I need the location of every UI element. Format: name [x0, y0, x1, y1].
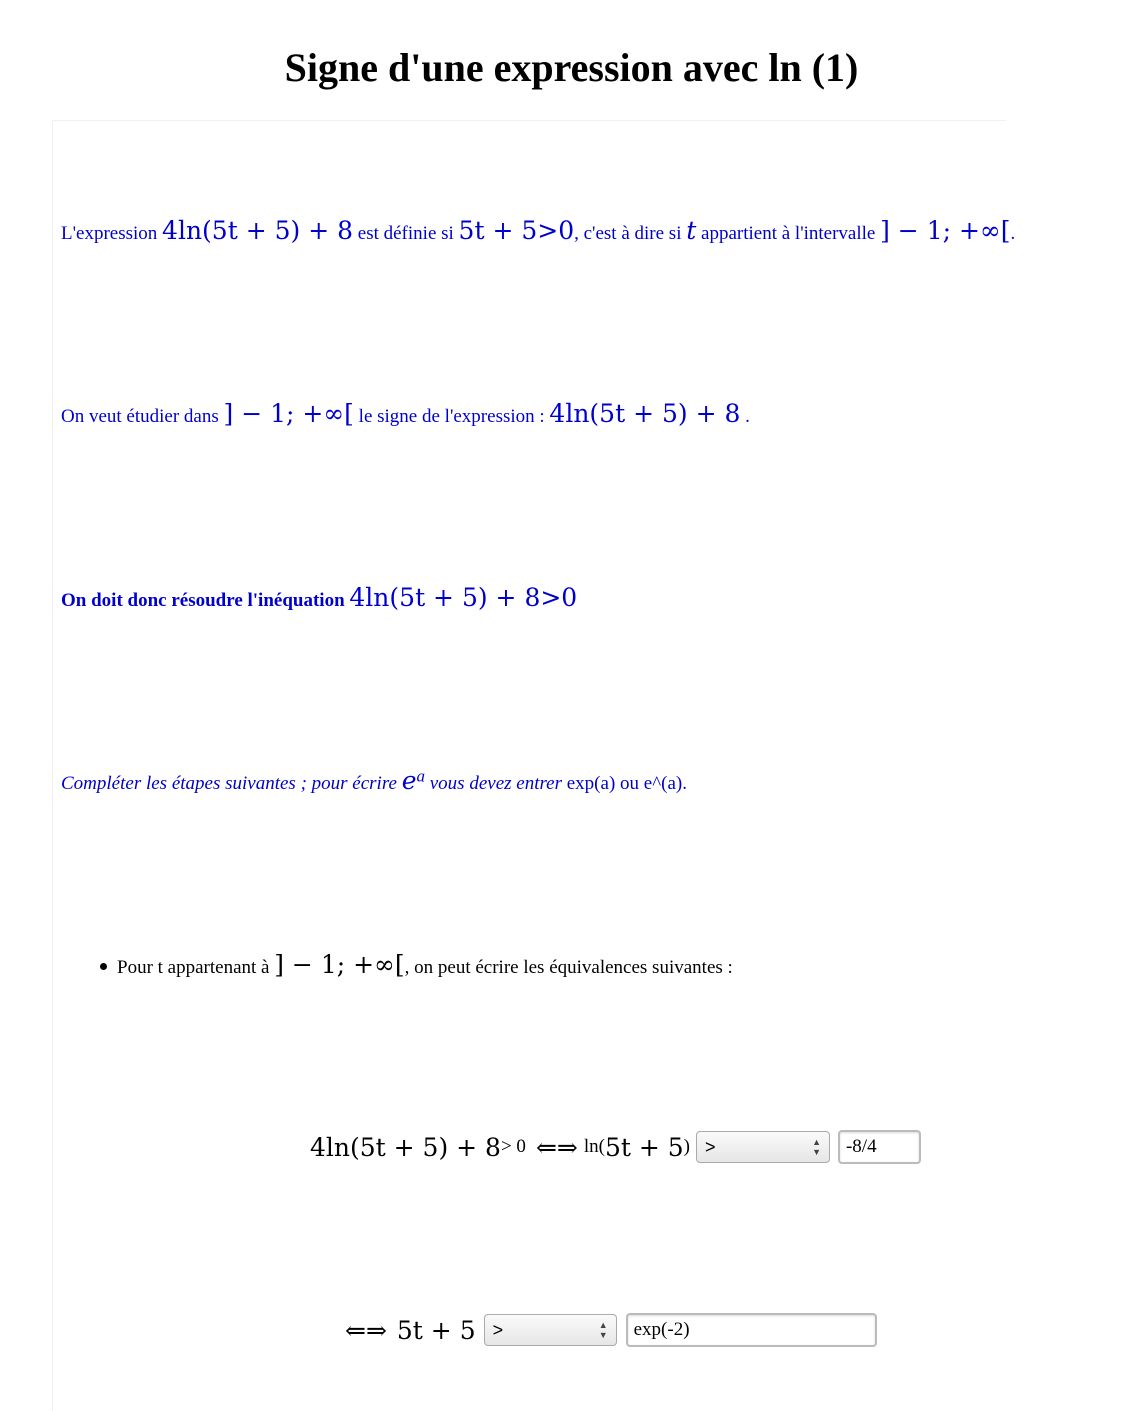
text: . — [740, 406, 750, 427]
text: On veut étudier dans — [61, 406, 224, 427]
text: . — [1010, 223, 1016, 244]
text: , c'est à dire si — [574, 223, 687, 244]
text: , on peut écrire les équivalences suivantes : — [404, 957, 733, 978]
math-argument: 5t + 5 — [604, 1132, 684, 1162]
paragraph-sign-study — [61, 399, 750, 428]
select-value: > — [492, 1319, 504, 1340]
math-variable: t — [686, 216, 697, 245]
bullet-dot-icon — [100, 963, 107, 970]
math-inequation: 4ln(5t + 5) + 8>0 — [349, 583, 578, 612]
paragraph-inequation — [61, 583, 577, 612]
text: le signe de l'expression : — [353, 406, 550, 427]
ln-open-text: ln( — [583, 1136, 605, 1157]
text: On doit donc résoudre l'inéquation — [61, 590, 350, 611]
relation-select-2[interactable] — [484, 1314, 617, 1346]
select-value: > — [704, 1136, 716, 1157]
bullet-item — [100, 950, 733, 979]
math-exp-power: a — [416, 766, 425, 786]
equivalence-row-2 — [345, 1313, 877, 1347]
equivalence-row-1 — [310, 1130, 921, 1164]
text: est définie si — [353, 223, 459, 244]
text: Pour t appartenant à — [117, 957, 275, 978]
answer-input-2[interactable]: exp(-2) — [626, 1313, 877, 1347]
text: exp(a) ou e^(a). — [566, 773, 687, 794]
math-expression: 5t + 5 — [396, 1315, 476, 1345]
math-interval: ] − 1; +∞[ — [274, 950, 405, 979]
relation-text: > 0 — [500, 1136, 526, 1157]
answer-input-1[interactable]: -8/4 — [838, 1130, 921, 1164]
equivalence-symbol: ⇐⇒ — [535, 1132, 578, 1162]
math-expression: 4ln(5t + 5) + 8 — [310, 1132, 501, 1162]
math-expression: 4ln(5t + 5) + 8 — [162, 216, 354, 245]
equivalence-symbol: ⇐⇒ — [345, 1315, 387, 1345]
select-arrows-icon: ▲ ▼ — [812, 1137, 821, 1157]
paragraph-definition — [61, 216, 1015, 245]
text: Compléter les étapes suivantes ; pour écrire — [61, 773, 402, 794]
math-expression: 4ln(5t + 5) + 8 — [549, 399, 741, 428]
text: L'expression — [61, 223, 163, 244]
text: vous devez entrer — [425, 773, 567, 794]
relation-select-1[interactable] — [696, 1131, 830, 1163]
math-condition: 5t + 5>0 — [458, 216, 575, 245]
math-exp-base: e — [401, 766, 417, 795]
math-interval: ] − 1; +∞[ — [880, 216, 1011, 245]
page-title: Signe d'une expression avec ln (1) — [284, 45, 859, 90]
select-arrows-icon: ▲ ▼ — [598, 1320, 608, 1340]
paragraph-instructions — [61, 766, 687, 795]
ln-close-text: ) — [683, 1136, 690, 1157]
math-interval: ] − 1; +∞[ — [223, 399, 354, 428]
text: appartient à l'intervalle — [696, 223, 881, 244]
